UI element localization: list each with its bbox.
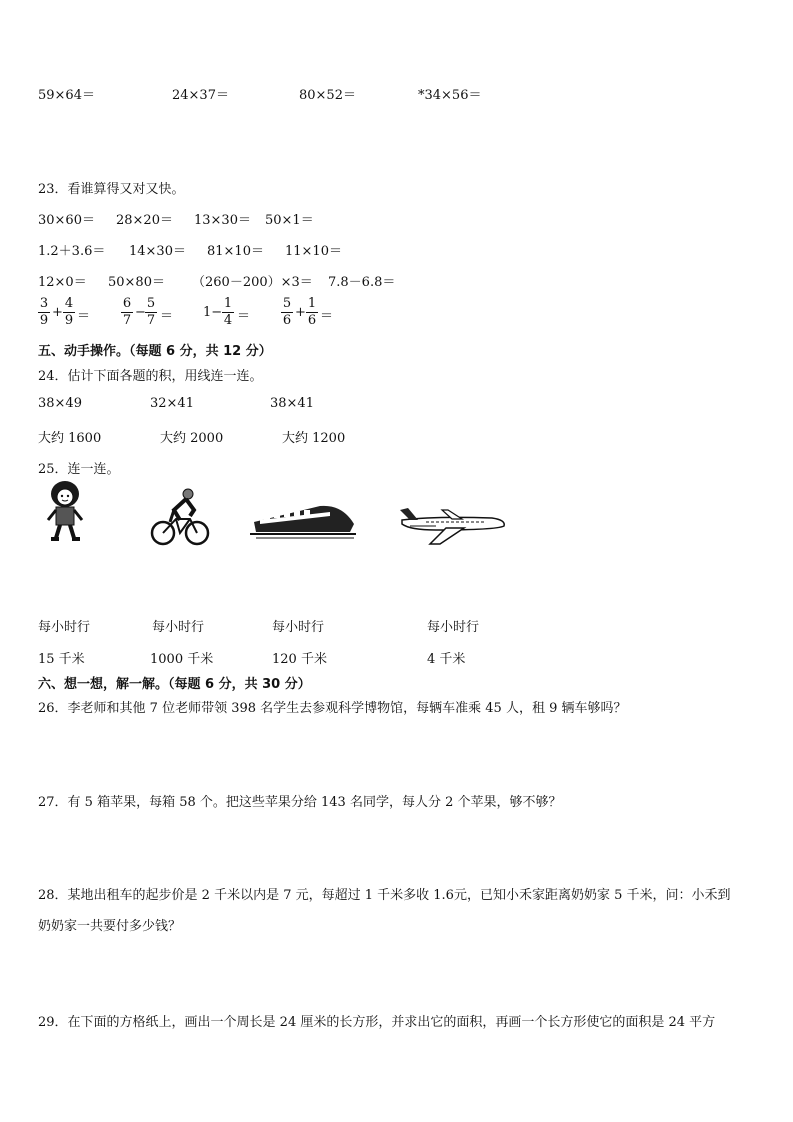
expression: 50×80＝: [108, 275, 165, 290]
expression: 28×20＝: [116, 213, 173, 228]
estimate-label: 大约 2000: [160, 431, 224, 446]
expression: 11×10＝: [285, 244, 342, 259]
fraction: $\frac{1}{4}$: [223, 296, 233, 328]
walking-child-icon: [44, 480, 86, 544]
operator: 1−: [203, 305, 223, 320]
question-29: 29．在下面的方格纸上，画出一个周长是 24 厘米的长方形，并求出它的面积，再画一个长方形使它的面积是 24 平方: [38, 1015, 716, 1030]
speed-value: 120 千米: [272, 652, 327, 667]
expression: 50×1＝: [265, 213, 314, 228]
equals: ＝: [77, 309, 91, 324]
expression: 14×30＝: [129, 244, 186, 259]
speed-label: 每小时行: [152, 620, 205, 635]
speed-value: 4 千米: [427, 652, 466, 667]
expression: 24×37＝: [172, 88, 229, 103]
product-expression: 38×49: [38, 396, 82, 411]
expression: 59×64＝: [38, 88, 95, 103]
equals: ＝: [160, 309, 174, 324]
question-25-title: 25．连一连。: [38, 462, 120, 477]
estimate-label: 大约 1200: [282, 431, 346, 446]
section-heading: 六、想一想，解一解。（每题 6 分，共 30 分）: [38, 677, 311, 692]
equals: ＝: [237, 309, 251, 324]
speed-label: 每小时行: [427, 620, 480, 635]
cyclist-icon: [150, 486, 210, 548]
operator: +: [52, 305, 63, 320]
operator: −: [135, 305, 146, 320]
fraction: $\frac{4}{9}$: [64, 296, 74, 328]
fraction: $\frac{1}{6}$: [307, 296, 317, 328]
question-27: 27．有 5 箱苹果，每箱 58 个。把这些苹果分给 143 名同学，每人分 2 个苹果，够不够？: [38, 795, 562, 810]
question-28: 28．某地出租车的起步价是 2 千米以内是 7 元，每超过 1 千米多收 1.6元，已知小禾家距离奶奶家 5 千米，问：小禾到: [38, 888, 731, 903]
question-23-title: 23．看谁算得又对又快。: [38, 182, 185, 197]
question-28-continued: 奶奶家一共要付多少钱？: [38, 919, 182, 934]
speed-value: 1000 千米: [150, 652, 214, 667]
product-expression: 38×41: [270, 396, 314, 411]
expression: （260－200）×3＝: [192, 275, 313, 290]
speed-value: 15 千米: [38, 652, 85, 667]
product-expression: 32×41: [150, 396, 194, 411]
equals: ＝: [320, 309, 334, 324]
fraction: $\frac{6}{7}$: [122, 296, 132, 328]
expression: *34×56＝: [418, 88, 482, 103]
fraction: $\frac{5}{6}$: [282, 296, 292, 328]
fraction: $\frac{5}{7}$: [146, 296, 156, 328]
expression: 30×60＝: [38, 213, 95, 228]
fraction: $\frac{3}{9}$: [39, 296, 49, 328]
airplane-icon: [396, 504, 508, 546]
expression: 80×52＝: [299, 88, 356, 103]
expression: 12×0＝: [38, 275, 87, 290]
expression: 7.8－6.8＝: [328, 275, 396, 290]
question-26: 26．李老师和其他 7 位老师带领 398 名学生去参观科学博物馆，每辆车准乘 45 人，租 9 辆车够吗？: [38, 701, 627, 716]
section-heading: 五、动手操作。（每题 6 分，共 12 分）: [38, 344, 272, 359]
estimate-label: 大约 1600: [38, 431, 102, 446]
train-icon: [250, 500, 358, 544]
question-24-title: 24．估计下面各题的积，用线连一连。: [38, 369, 263, 384]
expression: 1.2＋3.6＝: [38, 244, 106, 259]
expression: 81×10＝: [207, 244, 264, 259]
operator: +: [295, 305, 306, 320]
speed-label: 每小时行: [272, 620, 325, 635]
speed-label: 每小时行: [38, 620, 91, 635]
expression: 13×30＝: [194, 213, 251, 228]
